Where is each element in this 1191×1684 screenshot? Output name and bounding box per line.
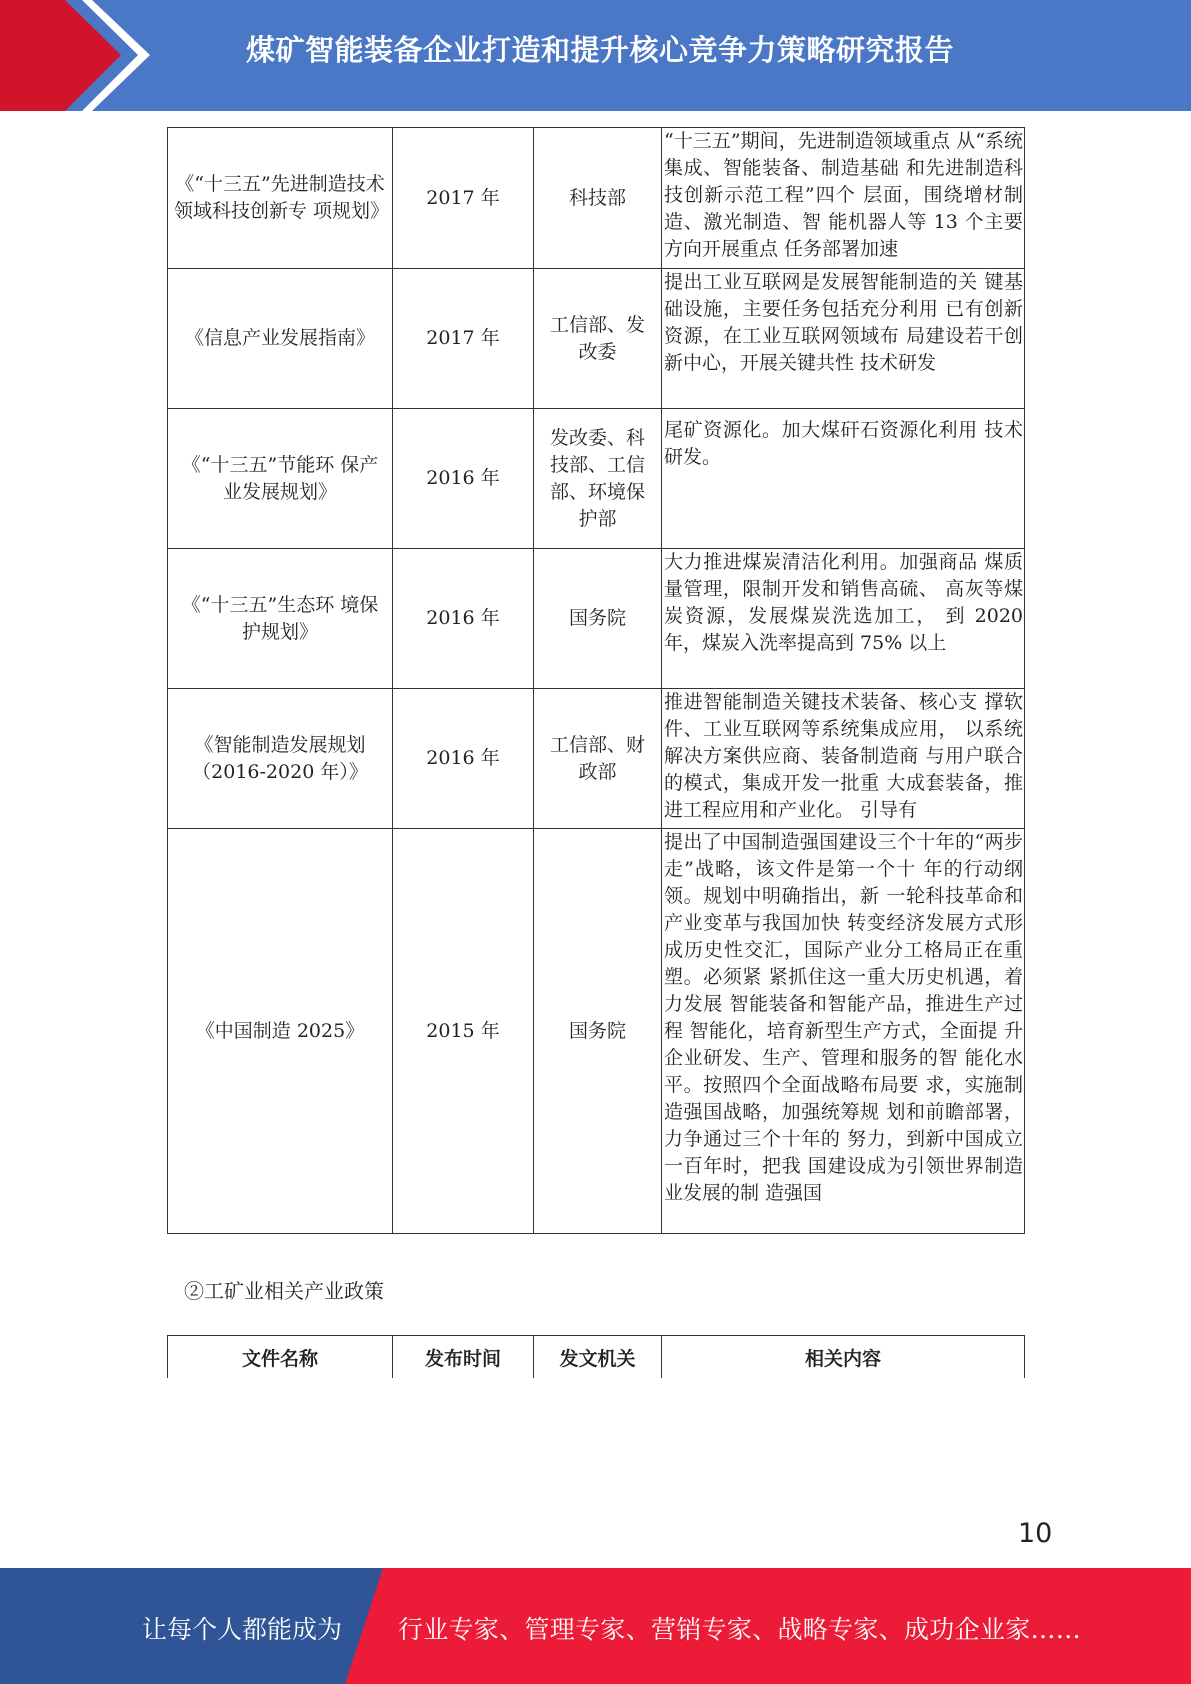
policy-content: 推进智能制造关键技术装备、核心支 撑软件、工业互联网等系统集成应用， 以系统解决方案供应商、装备制造商 与用户联合的模式，集成开发一批重 大成套装备，推进工程应用和产业化。 引导有	[662, 689, 1025, 829]
policy-name: 《信息产业发展指南》	[168, 269, 393, 409]
table-row	[168, 128, 1025, 269]
header-issuing-agency: 发文机关	[534, 1336, 662, 1379]
policy-agency: 工信部、财政部	[534, 689, 662, 829]
policy-year: 2017 年	[393, 269, 534, 409]
table-row	[168, 269, 1025, 409]
table-header-row	[168, 1336, 1025, 1379]
header-banner	[0, 0, 1191, 111]
policy-name: 《“十三五”节能环 保产业发展规划》	[168, 409, 393, 549]
policy-content: 提出了中国制造强国建设三个十年的“两步走”战略，该文件是第一个十 年的行动纲领。规划中明确指出，新 一轮科技革命和产业变革与我国加快 转变经济发展方式形成历史性交汇，国际产业分工格局正在重塑。必须紧 紧抓住这一重大历史机遇，着力发展 智能装备和智能产品，推进生产过程 智能化，培育新型生产方式，全面提 升企业研发、生产、管理和服务的智 能化水平。按照四个全面战略布局要 求，实施制造强国战略，加强统筹规 划和前瞻部署，力争通过三个十年的 努力，到新中国成立一百年时，把我 国建设成为引领世界制造业发展的制 造强国	[662, 829, 1025, 1234]
next-policy-table	[167, 1335, 1025, 1378]
policy-table	[167, 127, 1025, 1234]
policy-content: 尾矿资源化。加大煤矸石资源化利用 技术研发。	[662, 409, 1025, 549]
report-title: 煤矿智能装备企业打造和提升核心竞争力策略研究报告	[246, 33, 955, 67]
header-publish-time: 发布时间	[393, 1336, 534, 1379]
footer-banner	[0, 1568, 1191, 1684]
policy-content: “十三五”期间，先进制造领域重点 从“系统集成、智能装备、制造基础 和先进制造科技创新示范工程”四个 层面，围绕增材制造、激光制造、智 能机器人等 13 个主要方向开展重点 任务部署加速	[662, 128, 1025, 269]
header-arrow-decoration	[0, 0, 260, 111]
policy-name: 《中国制造 2025》	[168, 829, 393, 1234]
policy-agency: 国务院	[534, 549, 662, 689]
policy-agency: 工信部、发改委	[534, 269, 662, 409]
policy-name: 《“十三五”先进制造技术领域科技创新专 项规划》	[168, 128, 393, 269]
policy-year: 2016 年	[393, 689, 534, 829]
policy-year: 2016 年	[393, 549, 534, 689]
section-title: ②工矿业相关产业政策	[184, 1279, 384, 1303]
header-file-name: 文件名称	[168, 1336, 393, 1379]
policy-year: 2016 年	[393, 409, 534, 549]
policy-agency: 发改委、科技部、工信部、环境保护部	[534, 409, 662, 549]
policy-name: 《“十三五”生态环 境保护规划》	[168, 549, 393, 689]
footer-slogan-left: 让每个人都能成为	[142, 1615, 343, 1644]
policy-name: 《智能制造发展规划（2016-2020 年）》	[168, 689, 393, 829]
policy-agency: 国务院	[534, 829, 662, 1234]
table-row	[168, 409, 1025, 549]
policy-content: 大力推进煤炭清洁化利用。加强商品 煤质量管理，限制开发和销售高硫、 高灰等煤炭资源，发展煤炭洗选加工， 到 2020 年，煤炭入洗率提高到 75% 以上	[662, 549, 1025, 689]
policy-year: 2015 年	[393, 829, 534, 1234]
table-row	[168, 689, 1025, 829]
footer-slogan-right: 行业专家、管理专家、营销专家、战略专家、成功企业家……	[398, 1615, 1082, 1644]
table-row	[168, 549, 1025, 689]
header-related-content: 相关内容	[662, 1336, 1025, 1379]
policy-content: 提出工业互联网是发展智能制造的关 键基础设施，主要任务包括充分利用 已有创新资源，在工业互联网领域布 局建设若干创新中心，开展关键共性 技术研发	[662, 269, 1025, 409]
policy-agency: 科技部	[534, 128, 662, 269]
policy-year: 2017 年	[393, 128, 534, 269]
page-number: 10	[1018, 1518, 1053, 1549]
table-row	[168, 829, 1025, 1234]
